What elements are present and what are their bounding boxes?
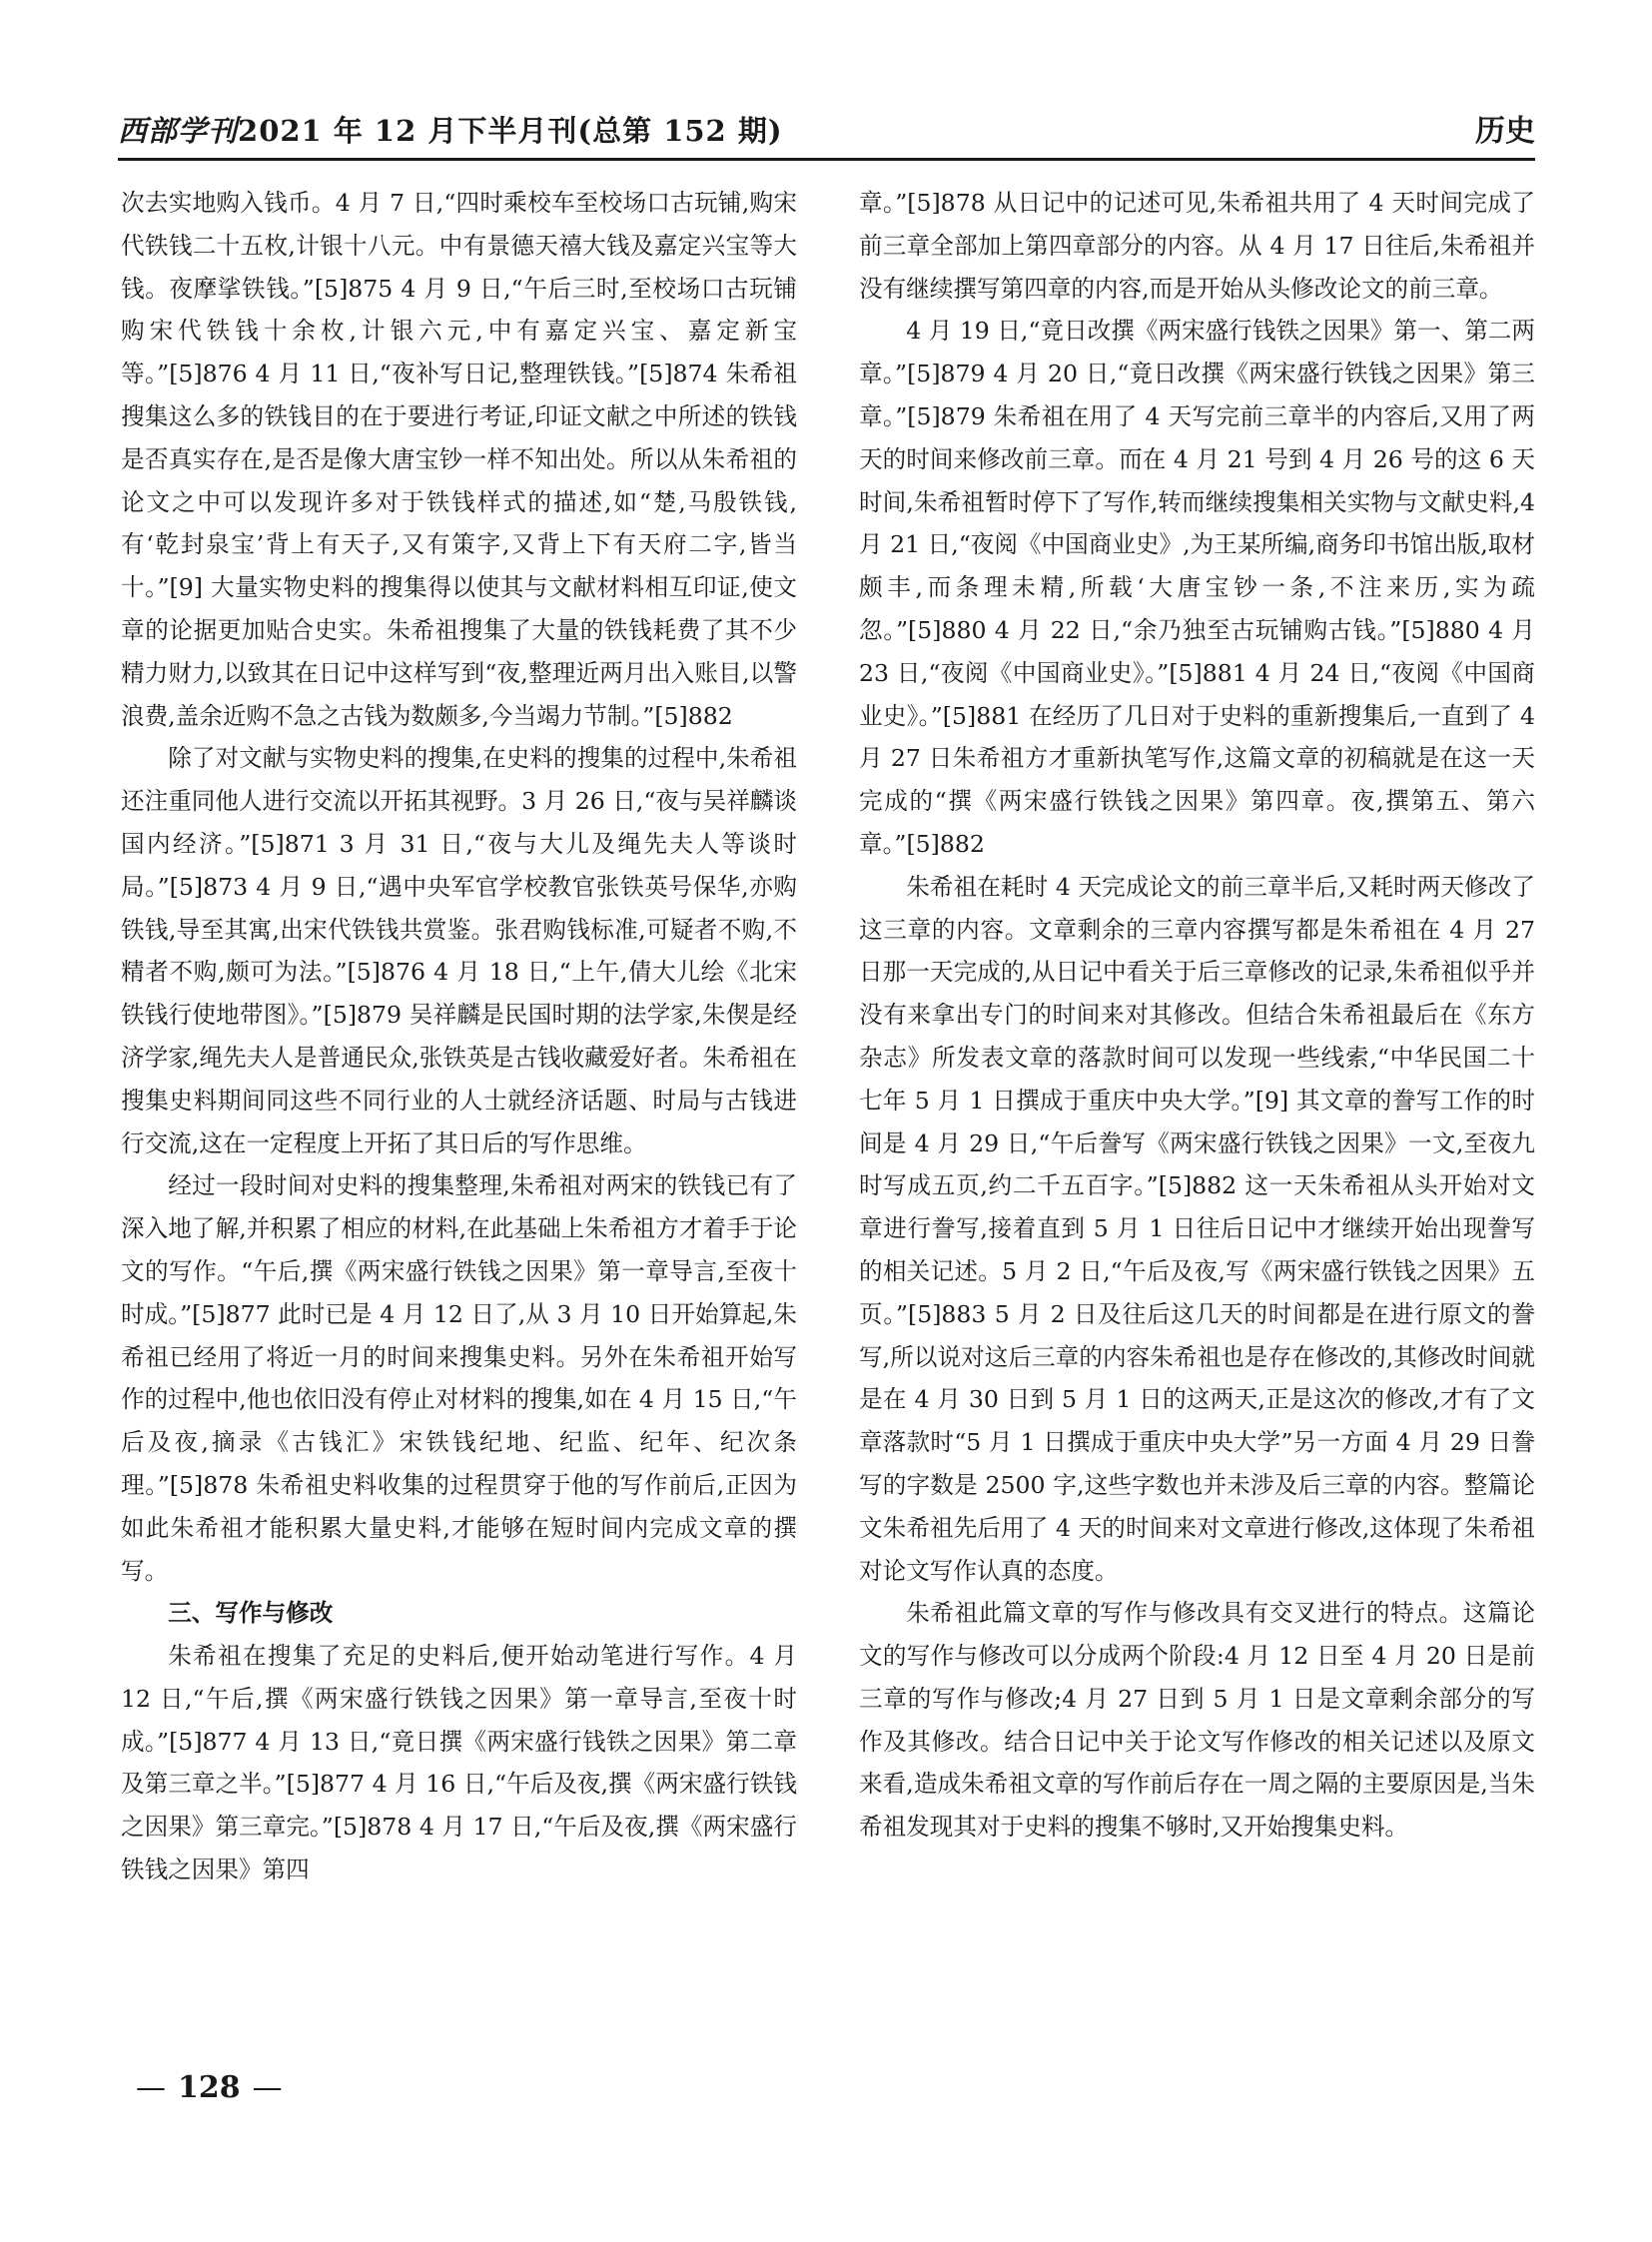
paragraph: 次去实地购入钱币。4 月 7 日,“四时乘校车至校场口古玩铺,购宋代铁钱二十五枚,计银十八元。中有景德天禧大钱及嘉定兴宝等大钱。夜摩挲铁钱。”[5]875 4 月 9 日,“午后三时,至校场口古玩铺购宋代铁钱十余枚,计银六元,中有嘉定兴宝、嘉定新宝等。”[5]876 4 月 11 日,“夜补写日记,整理铁钱。”[5]874 朱希祖搜集这么多的铁钱目的在于要进行考证,印证文献之中所述的铁钱是否真实存在,是否是像大唐宝钞一样不知出处。所以从朱希祖的论文之中可以发现许多对于铁钱样式的描述,如“楚,马殷铁钱,有‘乾封泉宝’背上有天子,又有策字,又背上下有天府二字,皆当十。”[9] 大量实物史料的搜集得以使其与文献材料相互印证,使文章的论据更加贴合史实。朱希祖搜集了大量的铁钱耗费了其不少精力财力,以致其在日记中这样写到“夜,整理近两月出入账目,以警浪费,盖余近购不急之古钱为数颇多,今当竭力节制。”[5]882 bbox=[121, 189, 797, 730]
paragraph: 4 月 19 日,“竟日改撰《两宋盛行钱铁之因果》第一、第二两章。”[5]879 4 月 20 日,“竟日改撰《两宋盛行铁钱之因果》第三章。”[5]879 朱希祖在用了 4 天写完前三章半的内容后,又用了两天的时间来修改前三章。而在 4 月 21 号到 4 月 26 号的这 6 天时间,朱希祖暂时停下了写作,转而继续搜集相关实物与文献史料,4 月 21 日,“夜阅《中国商业史》,为王某所编,商务印书馆出版,取材颇丰,而条理未精,所载‘大唐宝钞一条,不注来历,实为疏忽。”[5]880 4 月 22 日,“余乃独至古玩铺购古钱。”[5]880 4 月 23 日,“夜阅《中国商业史》。”[5]881 4 月 24 日,“夜阅《中国商业史》。”[5]881 在经历了几日对于史料的重新搜集后,一直到了 4 月 27 日朱希祖方才重新执笔写作,这篇文章的初稿就是在这一天完成的“撰《两宋盛行铁钱之因果》第四章。夜,撰第五、第六章。”[5]882 bbox=[859, 317, 1535, 858]
left-column bbox=[121, 182, 797, 1891]
header-rule bbox=[118, 158, 1535, 161]
right-column bbox=[859, 182, 1535, 1849]
running-header bbox=[118, 108, 1535, 156]
paragraph: 除了对文献与实物史料的搜集,在史料的搜集的过程中,朱希祖还注重同他人进行交流以开拓其视野。3 月 26 日,“夜与吴祥麟谈国内经济。”[5]871 3 月 31 日,“夜与大儿及绳先夫人等谈时局。”[5]873 4 月 9 日,“遇中央军官学校教官张铁英号保华,亦购铁钱,导至其寓,出宋代铁钱共赏鉴。张君购钱标准,可疑者不购,不精者不购,颇可为法。”[5]876 4 月 18 日,“上午,倩大儿绘《北宋铁钱行使地带图》。”[5]879 吴祥麟是民国时期的法学家,朱偰是经济学家,绳先夫人是普通民众,张铁英是古钱收藏爱好者。朱希祖在搜集史料期间同这些不同行业的人士就经济话题、时局与古钱进行交流,这在一定程度上开拓了其日后的写作思维。 bbox=[121, 744, 797, 1157]
page-number bbox=[124, 2070, 295, 2105]
journal-title bbox=[118, 109, 783, 150]
issue-label: 2021 年 12 月下半月刊(总第 152 期) bbox=[238, 114, 783, 148]
paragraph: 朱希祖在耗时 4 天完成论文的前三章半后,又耗时两天修改了这三章的内容。文章剩余的三章内容撰写都是朱希祖在 4 月 27 日那一天完成的,从日记中看关于后三章修改的记录,朱希祖似乎并没有来拿出专门的时间来对其修改。但结合朱希祖最后在《东方杂志》所发表文章的落款时间可以发现一些线索,“中华民国二十七年 5 月 1 日撰成于重庆中央大学。”[9] 其文章的誊写工作的时间是 4 月 29 日,“午后誊写《两宋盛行铁钱之因果》一文,至夜九时写成五页,约二千五百字。”[5]882 这一天朱希祖从头开始对文章进行誊写,接着直到 5 月 1 日往后日记中才继续开始出现誊写的相关记述。5 月 2 日,“午后及夜,写《两宋盛行铁钱之因果》五页。”[5]883 5 月 2 日及往后这几天的时间都是在进行原文的誊写,所以说对这后三章的内容朱希祖也是存在修改的,其修改时间就是在 4 月 30 日到 5 月 1 日的这两天,正是这次的修改,才有了文章落款时“5 月 1 日撰成于重庆中央大学”另一方面 4 月 29 日誊写的字数是 2500 字,这些字数也并未涉及后三章的内容。整篇论文朱希祖先后用了 4 天的时间来对文章进行修改,这体现了朱希祖对论文写作认真的态度。 bbox=[859, 872, 1535, 1585]
section-label: 历史 bbox=[1475, 114, 1535, 149]
section-heading: 三、写作与修改 bbox=[168, 1599, 334, 1628]
page-number-value: 128 bbox=[178, 2070, 241, 2105]
journal-logo: 西部学刊 bbox=[118, 114, 239, 148]
page-dash-left: — bbox=[136, 2070, 166, 2105]
paragraph: 经过一段时间对史料的搜集整理,朱希祖对两宋的铁钱已有了深入地了解,并积累了相应的材料,在此基础上朱希祖方才着手于论文的写作。“午后,撰《两宋盛行铁钱之因果》第一章导言,至夜十时成。”[5]877 此时已是 4 月 12 日了,从 3 月 10 日开始算起,朱希祖已经用了将近一月的时间来搜集史料。另外在朱希祖开始写作的过程中,他也依旧没有停止对材料的搜集,如在 4 月 15 日,“午后及夜,摘录《古钱汇》宋铁钱纪地、纪监、纪年、纪次条理。”[5]878 朱希祖史料收集的过程贯穿于他的写作前后,正因为如此朱希祖才能积累大量史料,才能够在短时间内完成文章的撰写。 bbox=[121, 1171, 797, 1585]
paragraph: 章。”[5]878 从日记中的记述可见,朱希祖共用了 4 天时间完成了前三章全部加上第四章部分的内容。从 4 月 17 日往后,朱希祖并没有继续撰写第四章的内容,而是开始从头修改论文的前三章。 bbox=[859, 189, 1535, 303]
paragraph: 朱希祖此篇文章的写作与修改具有交叉进行的特点。这篇论文的写作与修改可以分成两个阶段:4 月 12 日至 4 月 20 日是前三章的写作与修改;4 月 27 日到 5 月 1 日是文章剩余部分的写作及其修改。结合日记中关于论文写作修改的相关记述以及原文来看,造成朱希祖文章的写作前后存在一周之隔的主要原因是,当朱希祖发现其对于史料的搜集不够时,又开始搜集史料。 bbox=[859, 1599, 1535, 1842]
page-dash-right: — bbox=[252, 2070, 283, 2105]
paragraph: 朱希祖在搜集了充足的史料后,便开始动笔进行写作。4 月 12 日,“午后,撰《两宋盛行铁钱之因果》第一章导言,至夜十时成。”[5]877 4 月 13 日,“竟日撰《两宋盛行钱铁之因果》第二章及第三章之半。”[5]877 4 月 16 日,“午后及夜,撰《两宋盛行铁钱之因果》第三章完。”[5]878 4 月 17 日,“午后及夜,撰《两宋盛行铁钱之因果》第四 bbox=[121, 1642, 797, 1884]
